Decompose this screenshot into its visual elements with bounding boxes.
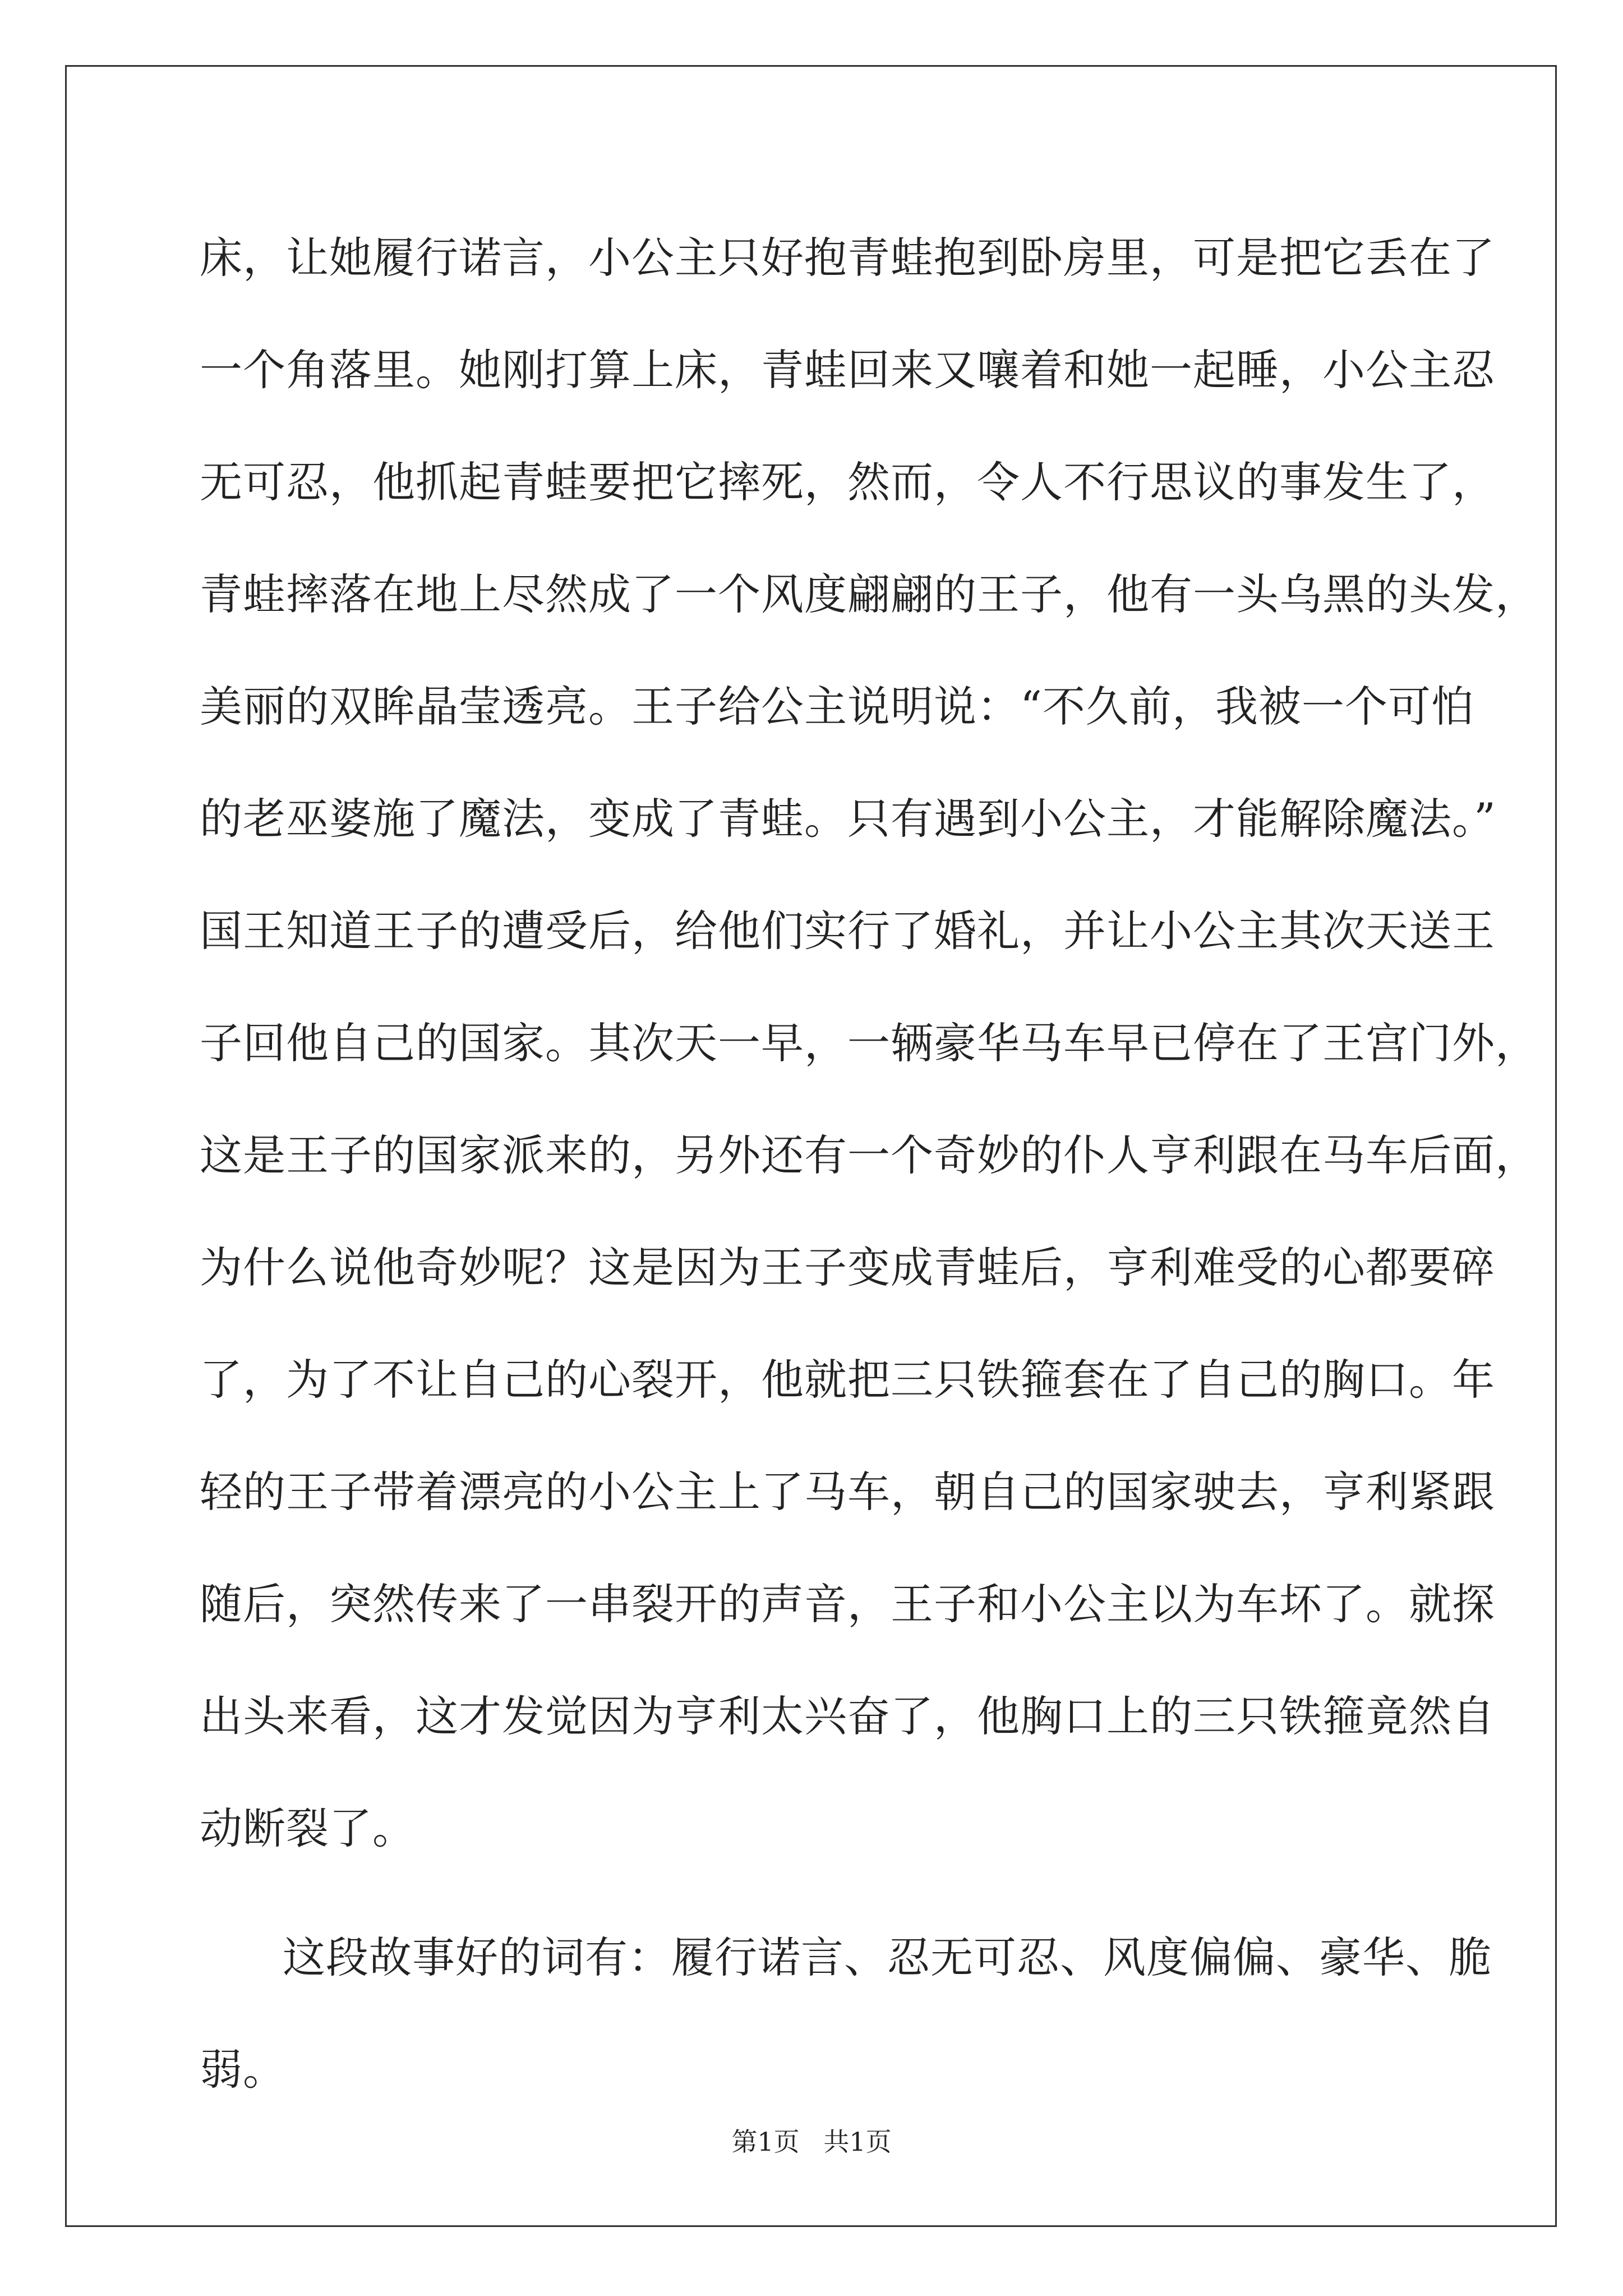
page-number: 第1页 — [731, 2127, 800, 2157]
text-line: 轻的王子带着漂亮的小公主上了马车，朝自己的国家驶去，亨利紧跟 — [200, 1467, 1495, 1517]
text-line: 子回他自己的国家。其次天一早，一辆豪华马车早已停在了王宫门外， — [200, 1018, 1538, 1068]
text-line: 了，为了不让自己的心裂开，他就把三只铁箍套在了自己的胸口。年 — [200, 1355, 1495, 1405]
document-body — [200, 202, 1538, 2126]
text-line: 这段故事好的词有：履行诺言、忍无可忍、风度偏偏、豪华、脆 — [283, 1932, 1492, 1982]
page-footer — [0, 2122, 1623, 2159]
text-line: 为什么说他奇妙呢？这是因为王子变成青蛙后，亨利难受的心都要碎 — [200, 1243, 1495, 1292]
paragraph-gap — [200, 1885, 1428, 1902]
text-line: 的老巫婆施了魔法，变成了青蛙。只有遇到小公主，才能解除魔法。” — [200, 794, 1496, 844]
text-line: 无可忍，他抓起青蛙要把它摔死，然而，令人不行思议的事发生了， — [200, 457, 1495, 507]
text-line: 弱。 — [200, 2045, 286, 2095]
text-line: 青蛙摔落在地上尽然成了一个风度翩翩的王子，他有一头乌黑的头发， — [200, 569, 1538, 619]
text-line: 一个角落里。她刚打算上床，青蛙回来又嚷着和她一起睡，小公主忍 — [200, 345, 1495, 395]
text-line: 国王知道王子的遭受后，给他们实行了婚礼，并让小公主其次天送王 — [200, 906, 1495, 956]
text-line: 动断裂了。 — [200, 1803, 416, 1853]
text-line: 美丽的双眸晶莹透亮。王子给公主说明说：“不久前，我被一个可怕 — [200, 682, 1474, 731]
text-line: 出头来看，这才发觉因为亨利太兴奋了，他胸口上的三只铁箍竟然自 — [200, 1691, 1495, 1741]
text-line: 随后，突然传来了一串裂开的声音，王子和小公主以为车坏了。就探 — [200, 1579, 1495, 1629]
text-line: 床，让她履行诺言，小公主只好抱青蛙抱到卧房里，可是把它丢在了 — [200, 233, 1495, 283]
page-total: 共1页 — [823, 2127, 892, 2157]
text-line: 这是王子的国家派来的，另外还有一个奇妙的仆人亨利跟在马车后面， — [200, 1130, 1538, 1180]
